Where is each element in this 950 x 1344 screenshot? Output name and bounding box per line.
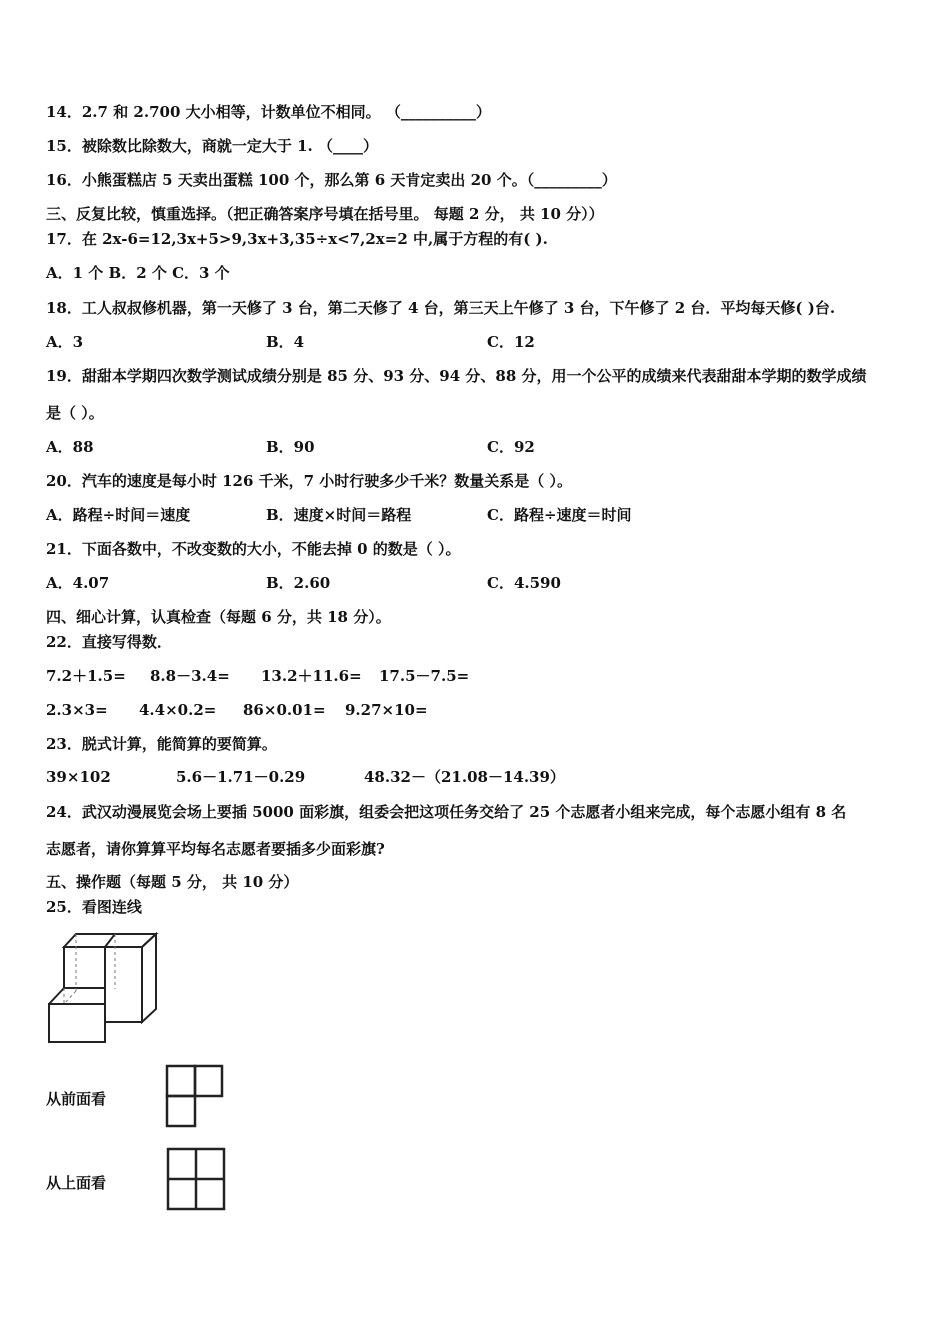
question-21-option-a: A．4.07 (46, 574, 110, 592)
question-20-option-a: A．路程÷时间＝速度 (46, 506, 191, 524)
question-17-options: A．1 个 B．2 个 C．3 个 (46, 264, 230, 282)
front-view-figure (163, 1062, 225, 1128)
question-16: 16．小熊蛋糕店 5 天卖出蛋糕 100 个，那么第 6 天肯定卖出 20 个。（_________） (46, 171, 617, 189)
top-view-label: 从上面看 (46, 1174, 107, 1192)
question-21: 21．下面各数中，不改变数的大小，不能去掉 0 的数是（ ）。 (46, 540, 461, 558)
front-view-label: 从前面看 (46, 1090, 107, 1108)
question-24-line-2: 志愿者，请你算算平均每名志愿者要插多少面彩旗? (46, 840, 385, 858)
calc-item: 2.3×3= (46, 701, 108, 719)
question-18-option-c: C．12 (487, 333, 535, 351)
calc-item: 7.2＋1.5= (46, 667, 126, 685)
question-20-option-c: C．路程÷速度＝时间 (487, 506, 632, 524)
section-3-heading: 三、反复比较，慎重选择。（把正确答案序号填在括号里。 每题 2 分， 共 10 分）） (46, 205, 604, 223)
calc-item: 13.2＋11.6= (261, 667, 362, 685)
question-19-line-2: 是（ ）。 (46, 404, 104, 422)
calc-item: 48.32－（21.08－14.39） (364, 768, 565, 786)
top-view-figure (164, 1145, 228, 1211)
question-24-line-1: 24．武汉动漫展览会场上要插 5000 面彩旗，组委会把这项任务交给了 25 个志愿者小组来完成，每个志愿小组有 8 名 (46, 803, 847, 821)
question-18: 18．工人叔叔修机器，第一天修了 3 台，第二天修了 4 台，第三天上午修了 3 台，下午修了 2 台．平均每天修( )台. (46, 299, 836, 317)
calc-item: 86×0.01= (243, 701, 326, 719)
question-22: 22．直接写得数． (46, 633, 172, 651)
calc-item: 4.4×0.2= (139, 701, 217, 719)
question-15: 15．被除数比除数大，商就一定大于 1. （____） (46, 137, 378, 155)
calc-item: 8.8－3.4= (150, 667, 230, 685)
question-19-option-c: C．92 (487, 438, 535, 456)
question-20: 20．汽车的速度是每小时 126 千米，7 小时行驶多少千米？数量关系是（ ）。 (46, 472, 573, 490)
question-23: 23．脱式计算，能简算的要简算。 (46, 735, 277, 753)
question-21-option-b: B．2.60 (266, 574, 331, 592)
question-20-option-b: B．速度×时间＝路程 (266, 506, 412, 524)
cube-solid-figure (40, 925, 165, 1050)
calc-item: 9.27×10= (345, 701, 428, 719)
question-18-option-a: A．3 (46, 333, 84, 351)
section-5-heading: 五、操作题（每题 5 分， 共 10 分） (46, 873, 299, 891)
calc-item: 5.6－1.71－0.29 (176, 768, 306, 786)
question-21-option-c: C．4.590 (487, 574, 561, 592)
question-18-option-b: B．4 (266, 333, 305, 351)
calc-item: 17.5－7.5= (379, 667, 470, 685)
question-19-option-a: A．88 (46, 438, 94, 456)
question-14: 14．2.7 和 2.700 大小相等，计数单位不相同。 （__________） (46, 103, 491, 121)
question-17: 17．在 2x-6=12,3x+5>9,3x+3,35÷x<7,2x=2 中,属于方程的有( ). (46, 230, 548, 248)
question-19-line-1: 19．甜甜本学期四次数学测试成绩分别是 85 分、93 分、94 分、88 分，用一个公平的成绩来代表甜甜本学期的数学成绩 (46, 367, 867, 385)
question-25: 25．看图连线 (46, 898, 142, 916)
calc-item: 39×102 (46, 768, 111, 786)
question-19-option-b: B．90 (266, 438, 315, 456)
section-4-heading: 四、细心计算，认真检查（每题 6 分，共 18 分）。 (46, 608, 391, 626)
